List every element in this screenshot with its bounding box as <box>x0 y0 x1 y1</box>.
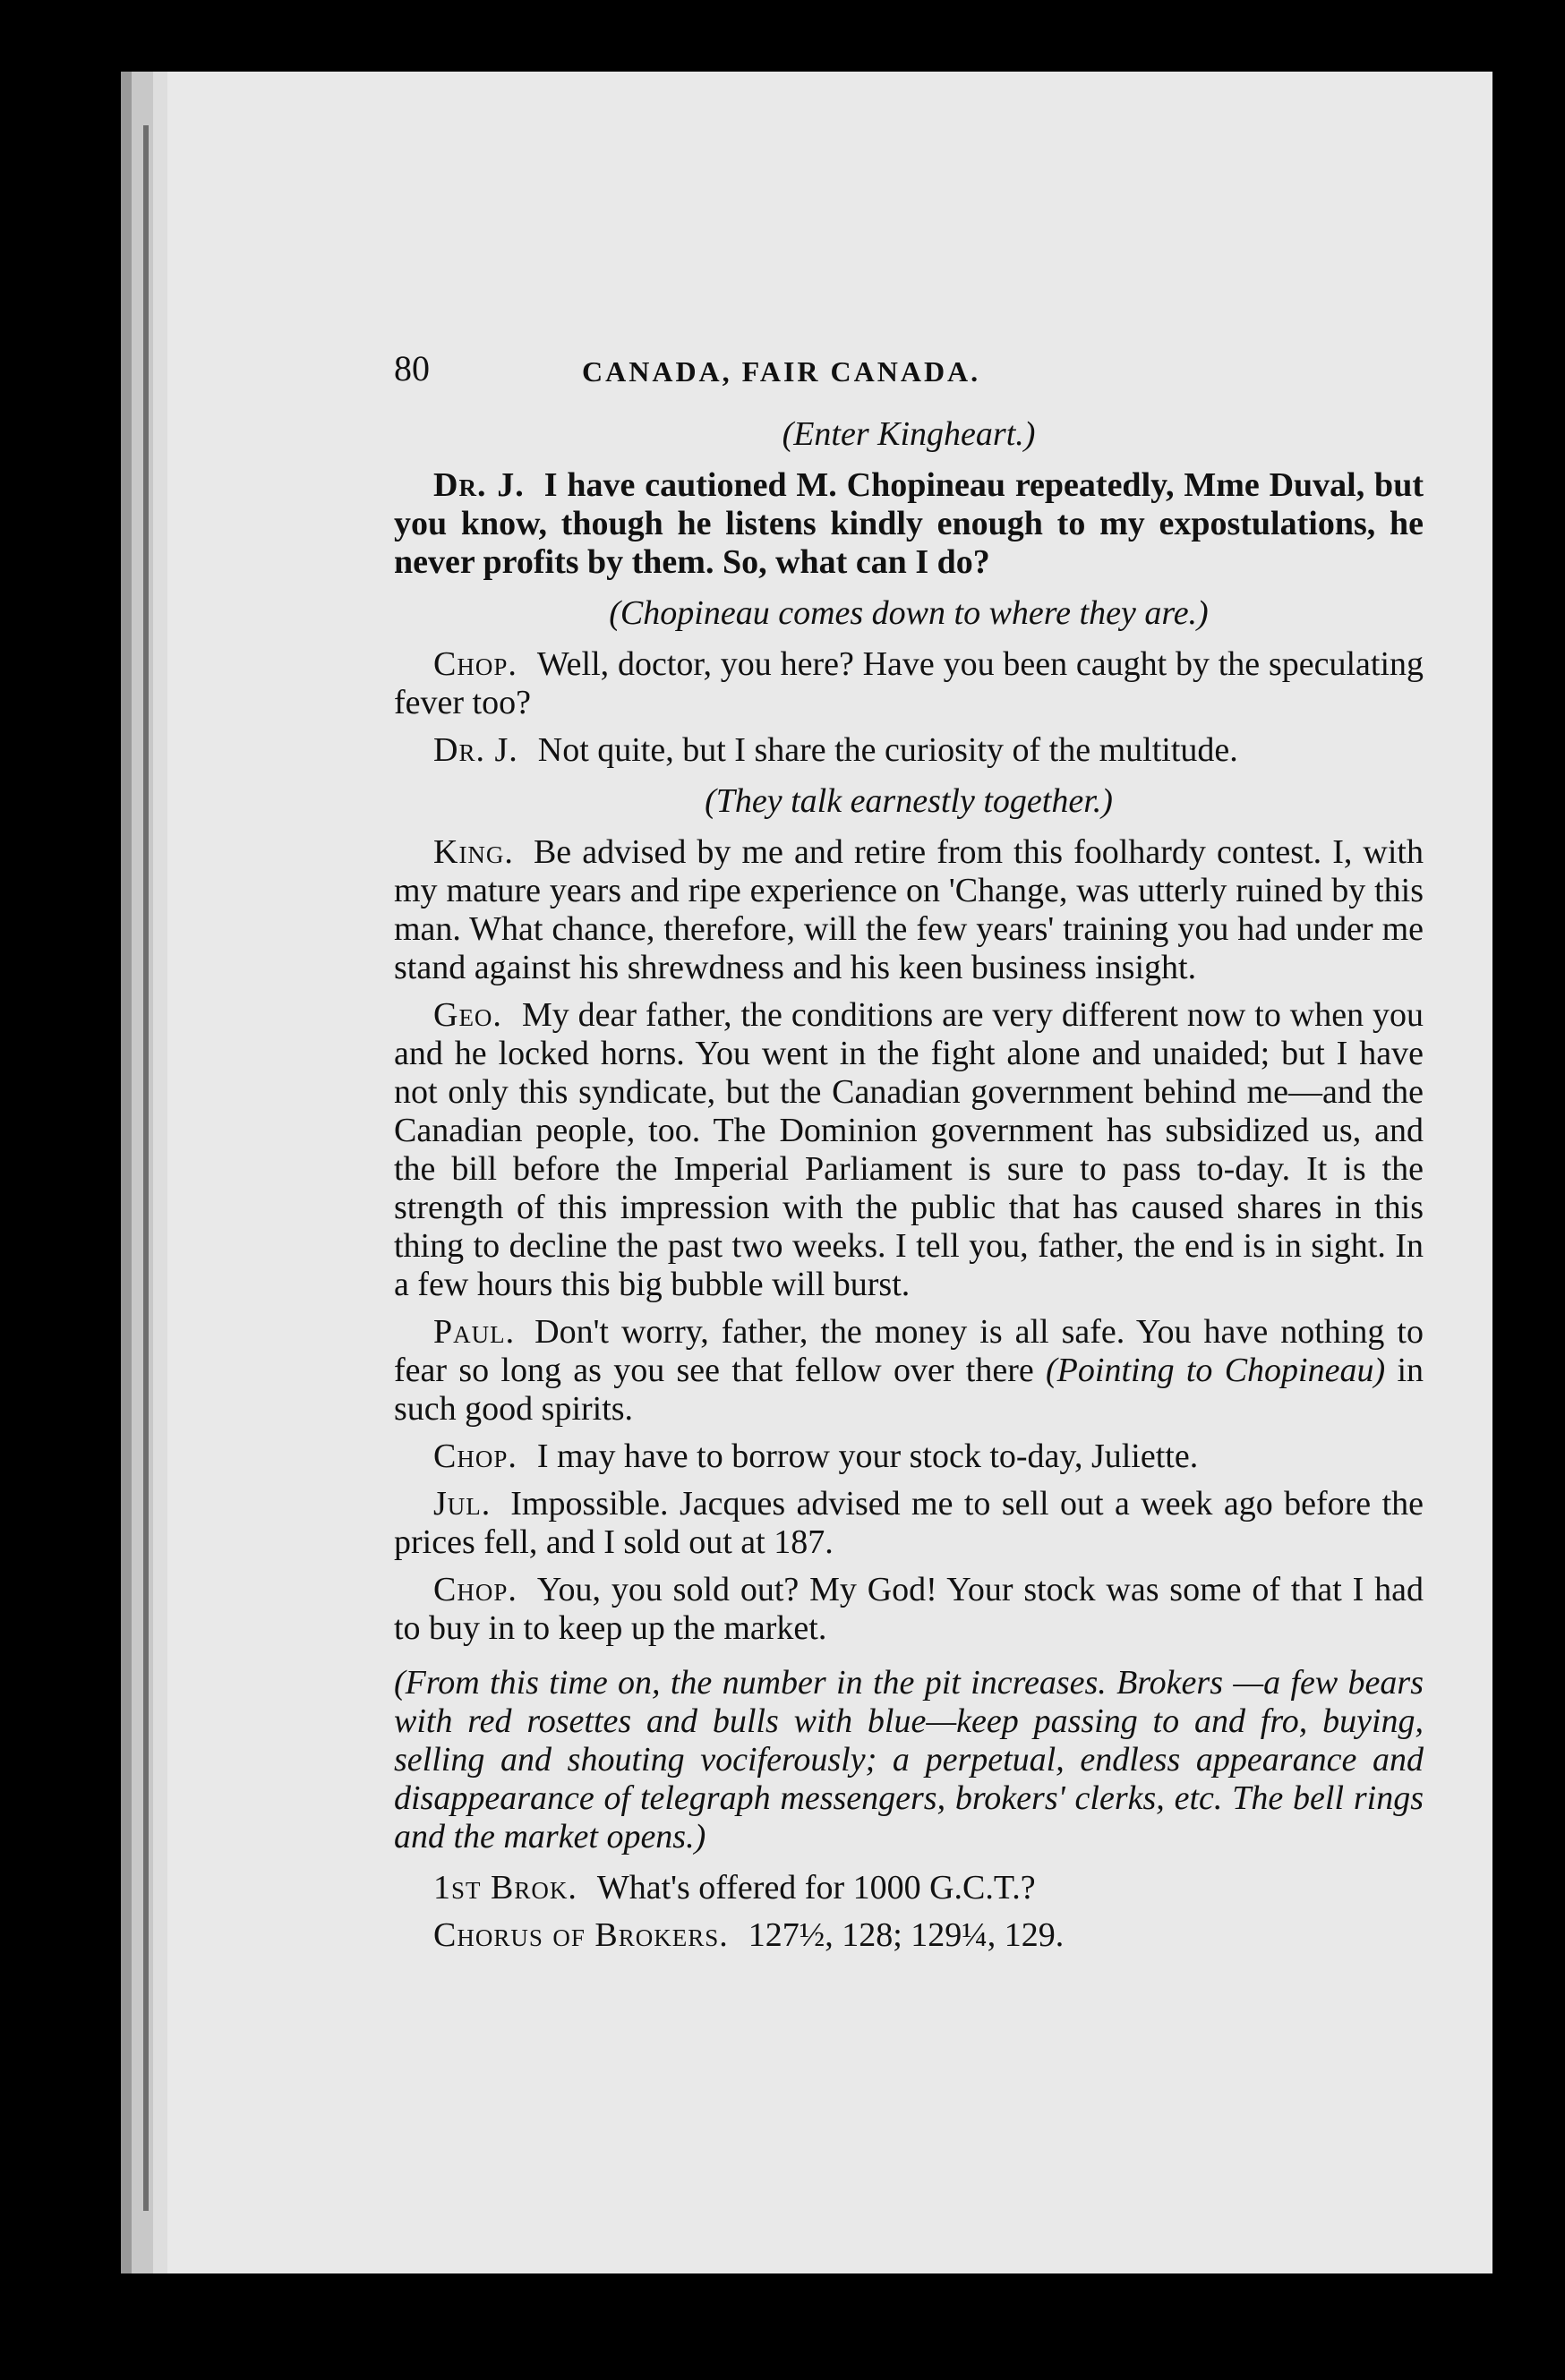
stage-direction: (Enter Kingheart.) <box>782 415 1036 453</box>
speech-text: I have cautioned M. Chopineau repeatedly, Mme Duval, but you know, though he listens kindly enough to my expostulations, he never profits by them. So, what can I do? <box>394 466 1424 581</box>
speech <box>394 1869 1424 1907</box>
running-title: CANADA, FAIR CANADA. <box>582 355 981 388</box>
speaker: Paul. <box>433 1313 516 1351</box>
speech-text: 127½, 128; 129¼, 129. <box>748 1916 1065 1954</box>
speech <box>394 1571 1424 1648</box>
speech-text: Impossible. Jacques advised me to sell out a week ago before the prices fell, and I sold out at 187. <box>394 1485 1424 1561</box>
speaker: King. <box>433 833 514 871</box>
stage-direction: (They talk earnestly together.) <box>705 782 1113 820</box>
speech-text: Don't worry, father, the money is all safe. You have nothing to fear so long as you see that fellow over there <box>394 1313 1424 1389</box>
speaker: Chorus of Brokers. <box>433 1916 729 1954</box>
page-header <box>394 349 1424 403</box>
speech <box>394 1916 1424 1955</box>
speech <box>394 1313 1424 1429</box>
speech-text: You, you sold out? My God! Your stock was some of that I had to buy in to keep up the market. <box>394 1571 1424 1647</box>
stage-direction: (Chopineau comes down to where they are.) <box>609 594 1209 632</box>
speech <box>394 833 1424 987</box>
speaker: Chop. <box>433 645 517 683</box>
speech-text: in such good spirits. <box>394 1352 1424 1428</box>
speech <box>394 466 1424 582</box>
speech <box>394 1485 1424 1562</box>
speech <box>394 1437 1424 1476</box>
speech-text: Well, doctor, you here? Have you been caught by the speculating fever too? <box>394 645 1424 721</box>
speech-text: Not quite, but I share the curiosity of the multitude. <box>537 731 1238 769</box>
page-number: 80 <box>394 348 430 388</box>
speaker: 1st Brok. <box>433 1869 577 1907</box>
speaker: Dr. J. <box>433 466 525 504</box>
speaker: Chop. <box>433 1571 517 1608</box>
speaker: Chop. <box>433 1437 517 1475</box>
page-edge <box>143 125 149 2211</box>
speech <box>394 731 1424 770</box>
speech <box>394 645 1424 722</box>
speaker: Geo. <box>433 996 502 1034</box>
speech-text: Be advised by me and retire from this foolhardy contest. I, with my mature years and ripe experience on 'Change, was utterly ruined by this man. What chance, therefore, will the few years' training you had under me stand against his shrewdness and his keen business insight. <box>394 833 1424 986</box>
speech-text: What's offered for 1000 G.C.T.? <box>596 1869 1036 1907</box>
page-content <box>394 349 1424 1964</box>
speech <box>394 996 1424 1304</box>
speech-text: My dear father, the conditions are very different now to when you and he locked horns. You went in the fight alone and unaided; but I have not only this syndicate, but the Canadian government behind me—and the Canadian people, too. The Dominion government has subsidized us, and the bill before the Imperial Parliament is sure to pass to-day. It is the strength of this impression with the public that has caused shares in this thing to decline the past two weeks. I tell you, father, the end is in sight. In a few hours this big bubble will burst. <box>394 996 1424 1303</box>
speaker: Dr. J. <box>433 731 518 769</box>
speaker: Jul. <box>433 1485 492 1523</box>
inline-stage-direction: (Pointing to Chopineau) <box>1046 1352 1386 1389</box>
speech-text: I may have to borrow your stock to-day, Juliette. <box>536 1437 1199 1475</box>
stage-direction: (From this time on, the number in the pit increases. Brokers —a few bears with red rosettes and bulls with blue—keep passing to and fro, buying, selling and shouting vociferously; a perpetual, endless appearance and disappearance of telegraph messengers, brokers' clerks, etc. The bell rings and the market opens.) <box>394 1664 1424 1855</box>
